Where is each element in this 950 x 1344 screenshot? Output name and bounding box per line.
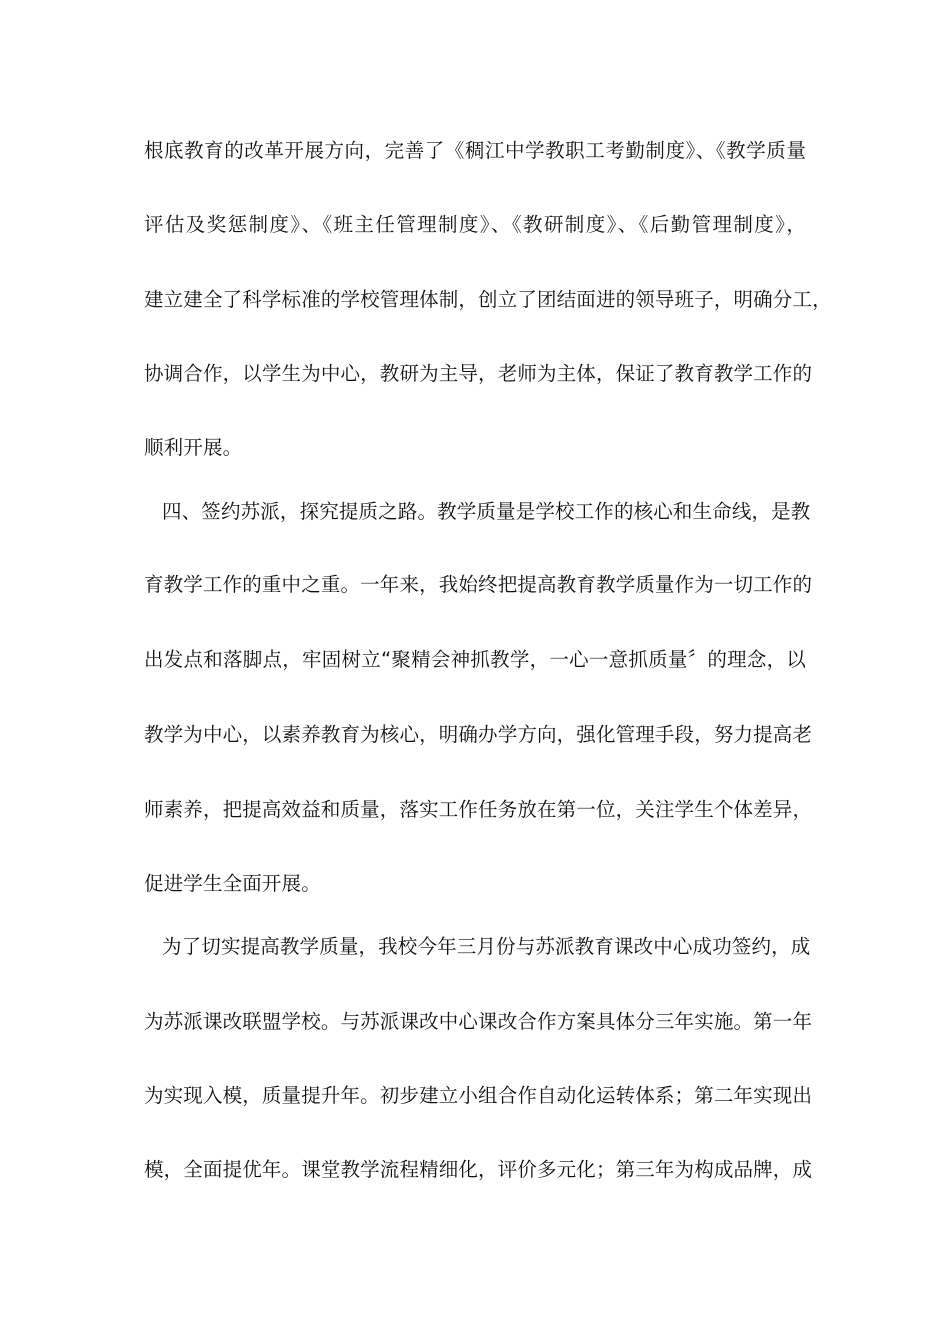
- text-line-5: 顺利开展。: [144, 436, 243, 459]
- text-line-8: 出发点和落脚点，牢固树立“聚精会神抓教学，一心一意抓质量〞的理念，以: [144, 648, 806, 671]
- text-line-15: 模，全面提优年。课堂教学流程精细化，评价多元化；第三年为构成品牌，成: [144, 1158, 813, 1181]
- text-line-11: 促进学生全面开展。: [144, 872, 321, 895]
- text-line-13: 为苏派课改联盟学校。与苏派课改中心课改合作方案具体分三年实施。第一年: [144, 1010, 813, 1033]
- text-line-2: 评估及奖惩制度》、《班主任管理制度》、《教研制度》、《后勤管理制度》，: [144, 213, 806, 236]
- text-line-7: 育教学工作的重中之重。一年来，我始终把提高教育教学质量作为一切工作的: [144, 573, 813, 596]
- text-line-1: 根底教育的改革开展方向，完善了《稠江中学教职工考勤制度》、《教学质量: [144, 139, 806, 162]
- text-line-12: 为了切实提高教学质量，我校今年三月份与苏派教育课改中心成功签约，成: [162, 935, 811, 958]
- text-line-14: 为实现入模，质量提升年。初步建立小组合作自动化运转体系；第二年实现出: [144, 1084, 813, 1107]
- text-line-6: 四、签约苏派，探究提质之路。教学质量是学校工作的核心和生命线，是教: [162, 500, 811, 523]
- text-line-4: 协调合作，以学生为中心，教研为主导，老师为主体，保证了教育教学工作的: [144, 362, 813, 385]
- text-line-10: 师素养，把提高效益和质量，落实工作任务放在第一位，关注学生个体差异，: [144, 798, 813, 821]
- text-line-9: 教学为中心，以素养教育为核心，明确办学方向，强化管理手段，努力提高老: [144, 723, 813, 746]
- text-line-3: 建立建全了科学标准的学校管理体制，创立了团结面进的领导班子，明确分工，: [144, 288, 832, 311]
